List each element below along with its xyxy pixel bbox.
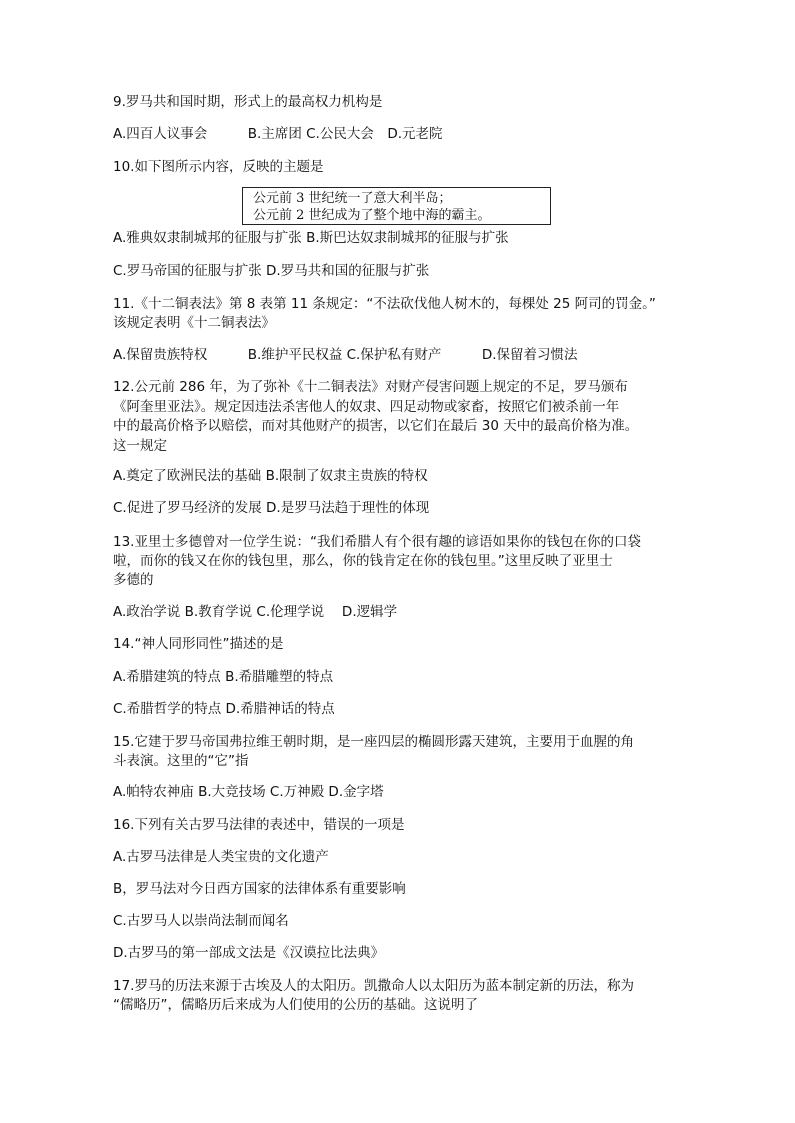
- question-11-cont: 该规定表明《十二铜表法》: [113, 315, 275, 331]
- question-12: 12.公元前 286 年，为了弥补《十二铜表法》对财产侵害问题上规定的不足，罗马颁布: [113, 379, 628, 395]
- question-15-cont: 斗表演。这里的“它”指: [113, 753, 249, 769]
- quote-box-line-1: 公元前 3 世纪统一了意大利半岛；: [253, 191, 452, 206]
- question-13-options: A.政治学说 B.教育学说 C.伦理学说 D.逻辑学: [113, 604, 398, 620]
- question-9: 9.罗马共和国时期，形式上的最高权力机构是: [113, 94, 383, 110]
- quote-box-line-2: 公元前 2 世纪成为了整个地中海的霸主。: [253, 208, 491, 223]
- quote-box: [242, 187, 551, 225]
- question-12-options-cd: C.促进了罗马经济的发展 D.是罗马法趋于理性的体现: [113, 500, 430, 516]
- question-10-options-ab: A.雅典奴隶制城邦的征服与扩张 B.斯巴达奴隶制城邦的征服与扩张: [113, 230, 509, 246]
- question-12-cont-1: 《阿奎里亚法》。规定因违法杀害他人的奴隶、四足动物或家畜，按照它们被杀前一年: [113, 399, 620, 415]
- question-12-cont-3: 这一规定: [113, 438, 167, 454]
- question-14-options-ab: A.希腊建筑的特点 B.希腊雕塑的特点: [113, 669, 334, 685]
- question-16-option-a: A.古罗马法律是人类宝贵的文化遗产: [113, 849, 329, 865]
- question-11: 11.《十二铜表法》第 8 表第 11 条规定：“不法砍伐他人树木的，每棵处 25 阿司的罚金。”: [113, 296, 656, 312]
- question-16-option-b: B，罗马法对今日西方国家的法律体系有重要影响: [113, 881, 406, 897]
- question-9-options: A.四百人议事会 B.主席团 C.公民大会 D.元老院: [113, 126, 443, 142]
- question-16: 16.下列有关古罗马法律的表述中，错误的一项是: [113, 817, 405, 833]
- question-17: 17.罗马的历法来源于古埃及人的太阳历。凯撒命人以太阳历为蓝本制定新的历法，称为: [113, 978, 634, 994]
- question-16-option-c: C.古罗马人以崇尚法制而闻名: [113, 913, 289, 929]
- question-14-options-cd: C.希腊哲学的特点 D.希腊神话的特点: [113, 701, 335, 717]
- question-14: 14.“神人同形同性”描述的是: [113, 636, 284, 652]
- question-12-cont-2: 中的最高价格予以赔偿，而对其他财产的损害，以它们在最后 30 天中的最高价格为准。: [113, 418, 639, 434]
- question-17-cont: “儒略历”，儒略历后来成为人们使用的公历的基础。这说明了: [113, 997, 478, 1013]
- question-15: 15.它建于罗马帝国弗拉维王朝时期，是一座四层的椭圆形露天建筑，主要用于血腥的角: [113, 734, 634, 750]
- question-10: 10.如下图所示内容，反映的主题是: [113, 159, 324, 175]
- question-16-option-d: D.古罗马的第一部成文法是《汉谟拉比法典》: [113, 945, 385, 961]
- question-11-options: A.保留贵族特权 B.维护平民权益 C.保护私有财产 D.保留着习惯法: [113, 347, 578, 363]
- question-13: 13.亚里士多德曾对一位学生说：“我们希腊人有个很有趣的谚语如果你的钱包在你的口袋: [113, 534, 641, 550]
- question-13-cont-2: 多德的: [113, 572, 154, 588]
- question-13-cont-1: 啦，而你的钱又在你的钱包里，那么，你的钱肯定在你的钱包里。”这里反映了亚里士: [113, 553, 613, 569]
- question-10-options-cd: C.罗马帝国的征服与扩张 D.罗马共和国的征服与扩张: [113, 263, 430, 279]
- question-15-options: A.帕特农神庙 B.大竞技场 C.万神殿 D.金字塔: [113, 784, 384, 800]
- question-12-options-ab: A.奠定了欧洲民法的基础 B.限制了奴隶主贵族的特权: [113, 468, 428, 484]
